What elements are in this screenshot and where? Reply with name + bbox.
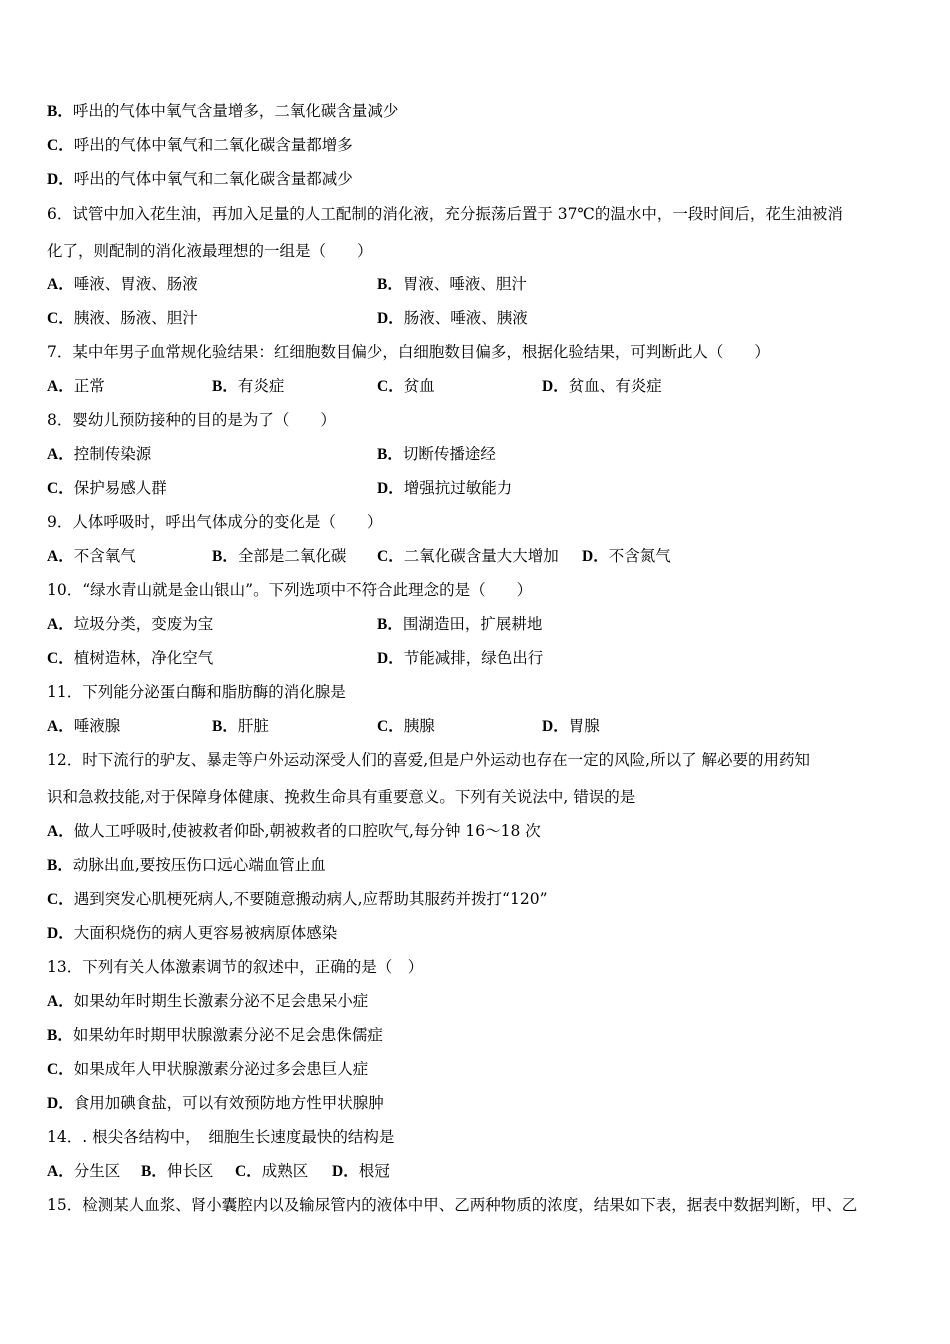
q6-stem-line2: 化了，则配制的消化液最理想的一组是（ ） bbox=[47, 242, 373, 260]
q9-option-d bbox=[582, 546, 671, 567]
option-text: 正常 bbox=[73, 377, 105, 395]
q8-option-a bbox=[47, 444, 151, 465]
q6-option-d bbox=[377, 308, 528, 329]
option-label: B． bbox=[141, 1163, 167, 1180]
option-label: B． bbox=[47, 1027, 73, 1044]
option-label: B． bbox=[47, 103, 73, 120]
option-label: C． bbox=[47, 137, 74, 154]
q12-stem-line1: 12．时下流行的驴友、暴走等户外运动深受人们的喜爱,但是户外运动也存在一定的风险,所以了 解必要的用药知 bbox=[47, 751, 811, 769]
option-label: A． bbox=[47, 1163, 74, 1180]
option-text: 胰腺 bbox=[403, 717, 435, 735]
q5-option-d bbox=[47, 169, 353, 190]
option-label: C． bbox=[377, 718, 404, 735]
option-text: 胰液、肠液、胆汁 bbox=[73, 309, 198, 327]
option-text: 围湖造田，扩展耕地 bbox=[402, 615, 543, 633]
option-text: 成熟区 bbox=[261, 1162, 309, 1180]
option-text: 胃液、唾液、胆汁 bbox=[402, 275, 527, 293]
option-text: 肠液、唾液、胰液 bbox=[403, 309, 528, 327]
option-text: 如果成年人甲状腺激素分泌过多会患巨人症 bbox=[73, 1060, 369, 1078]
option-text: 垃圾分类，变废为宝 bbox=[73, 615, 214, 633]
option-text: 切断传播途经 bbox=[402, 445, 496, 463]
option-label: C． bbox=[47, 891, 74, 908]
q5-option-c bbox=[47, 135, 353, 156]
q8-stem: 8．婴幼儿预防接种的目的是为了（ ） bbox=[47, 411, 336, 429]
q6-option-c bbox=[47, 308, 198, 329]
q10-stem: 10．“绿水青山就是金山银山”。下列选项中不符合此理念的是（ ） bbox=[47, 581, 533, 599]
option-label: B． bbox=[212, 378, 238, 395]
option-label: D． bbox=[542, 718, 569, 735]
option-text: 保护易感人群 bbox=[73, 479, 167, 497]
option-text: 食用加碘食盐，可以有效预防地方性甲状腺肿 bbox=[73, 1094, 384, 1112]
q15-stem: 15．检测某人血浆、肾小囊腔内以及输尿管内的液体中甲、乙两种物质的浓度，结果如下表，据表中数据判断，甲、乙 bbox=[47, 1196, 858, 1214]
option-label: B． bbox=[377, 616, 403, 633]
option-text: 如果幼年时期甲状腺激素分泌不足会患侏儒症 bbox=[72, 1026, 383, 1044]
q13-option-d bbox=[47, 1093, 384, 1114]
option-label: C． bbox=[47, 310, 74, 327]
option-label: B． bbox=[212, 548, 238, 565]
q9-stem: 9．人体呼吸时，呼出气体成分的变化是（ ） bbox=[47, 513, 383, 531]
q11-stem: 11．下列能分泌蛋白酶和脂肪酶的消化腺是 bbox=[47, 683, 346, 701]
option-text: 呼出的气体中氧气和二氧化碳含量都减少 bbox=[73, 170, 353, 188]
option-label: A． bbox=[47, 718, 74, 735]
option-label: B． bbox=[212, 718, 238, 735]
q12-option-a bbox=[47, 821, 541, 842]
q6-stem-line1: 6．试管中加入花生油，再加入足量的人工配制的消化液，充分振荡后置于 37℃的温水中，一段时间后，花生油被消 bbox=[47, 205, 843, 223]
option-text: 伸长区 bbox=[166, 1162, 214, 1180]
option-label: C． bbox=[47, 480, 74, 497]
q9-option-a bbox=[47, 546, 136, 567]
option-text: 根冠 bbox=[358, 1162, 390, 1180]
option-label: C． bbox=[235, 1163, 262, 1180]
q11-option-c bbox=[377, 716, 435, 737]
q12-option-c bbox=[47, 889, 548, 910]
q10-option-a bbox=[47, 614, 213, 635]
option-label: D． bbox=[47, 925, 74, 942]
option-text: 二氧化碳含量大大增加 bbox=[403, 547, 559, 565]
option-text: 动脉出血,要按压伤口远心端血管止血 bbox=[72, 856, 326, 874]
option-label: C． bbox=[377, 548, 404, 565]
option-label: A． bbox=[47, 616, 74, 633]
option-text: 贫血 bbox=[403, 377, 435, 395]
option-label: D． bbox=[377, 310, 404, 327]
q13-option-a bbox=[47, 991, 368, 1012]
q7-option-d bbox=[542, 376, 662, 397]
option-text: 如果幼年时期生长激素分泌不足会患呆小症 bbox=[73, 992, 369, 1010]
q7-option-c bbox=[377, 376, 435, 397]
option-text: 不含氮气 bbox=[608, 547, 671, 565]
option-label: A． bbox=[47, 993, 74, 1010]
option-text: 唾液、胃液、肠液 bbox=[73, 275, 198, 293]
q7-stem: 7．某中年男子血常规化验结果：红细胞数目偏少，白细胞数目偏多，根据化验结果，可判断此人（ ） bbox=[47, 343, 770, 361]
option-label: A． bbox=[47, 548, 74, 565]
option-text: 贫血、有炎症 bbox=[568, 377, 662, 395]
q8-option-d bbox=[377, 478, 512, 499]
option-text: 做人工呼吸时,使被救者仰卧,朝被救者的口腔吹气,每分钟 16～18 次 bbox=[73, 822, 541, 840]
option-text: 不含氧气 bbox=[73, 547, 136, 565]
option-text: 唾液腺 bbox=[73, 717, 121, 735]
option-text: 呼出的气体中氧气含量增多，二氧化碳含量减少 bbox=[72, 102, 399, 120]
q13-option-b bbox=[47, 1025, 383, 1046]
q8-option-b bbox=[377, 444, 496, 465]
q14-option-b bbox=[141, 1161, 213, 1182]
option-text: 大面积烧伤的病人更容易被病原体感染 bbox=[73, 924, 338, 942]
q13-stem: 13．下列有关人体激素调节的叙述中，正确的是（ ） bbox=[47, 958, 424, 976]
option-text: 植树造林，净化空气 bbox=[73, 649, 214, 667]
option-text: 胃腺 bbox=[568, 717, 600, 735]
option-label: B． bbox=[47, 857, 73, 874]
q14-option-a bbox=[47, 1161, 120, 1182]
q7-option-b bbox=[212, 376, 284, 397]
q12-option-d bbox=[47, 923, 337, 944]
option-text: 遇到突发心肌梗死病人,不要随意搬动病人,应帮助其服药并拨打“120” bbox=[73, 890, 548, 908]
q10-option-b bbox=[377, 614, 542, 635]
q14-option-d bbox=[332, 1161, 390, 1182]
q11-option-d bbox=[542, 716, 600, 737]
option-label: A． bbox=[47, 276, 74, 293]
q5-option-b bbox=[47, 101, 398, 122]
q10-option-c bbox=[47, 648, 213, 669]
q7-option-a bbox=[47, 376, 105, 397]
q12-option-b bbox=[47, 855, 326, 876]
option-label: C． bbox=[377, 378, 404, 395]
option-label: D． bbox=[377, 650, 404, 667]
option-label: C． bbox=[47, 650, 74, 667]
option-text: 控制传染源 bbox=[73, 445, 152, 463]
option-text: 分生区 bbox=[73, 1162, 121, 1180]
option-text: 节能减排，绿色出行 bbox=[403, 649, 544, 667]
q10-option-d bbox=[377, 648, 543, 669]
option-label: D． bbox=[542, 378, 569, 395]
q11-option-a bbox=[47, 716, 120, 737]
option-text: 呼出的气体中氧气和二氧化碳含量都增多 bbox=[73, 136, 353, 154]
option-label: D． bbox=[47, 1095, 74, 1112]
q9-option-c bbox=[377, 546, 559, 567]
q14-option-c bbox=[235, 1161, 308, 1182]
option-label: B． bbox=[377, 446, 403, 463]
q14-stem: 14．. 根尖各结构中， 细胞生长速度最快的结构是 bbox=[47, 1128, 395, 1146]
q6-option-a bbox=[47, 274, 198, 295]
option-text: 全部是二氧化碳 bbox=[237, 547, 347, 565]
option-label: D． bbox=[582, 548, 609, 565]
option-text: 肝脏 bbox=[237, 717, 269, 735]
option-label: A． bbox=[47, 823, 74, 840]
q6-option-b bbox=[377, 274, 527, 295]
option-text: 增强抗过敏能力 bbox=[403, 479, 513, 497]
option-label: D． bbox=[332, 1163, 359, 1180]
option-label: B． bbox=[377, 276, 403, 293]
q13-option-c bbox=[47, 1059, 368, 1080]
option-label: C． bbox=[47, 1061, 74, 1078]
q8-option-c bbox=[47, 478, 167, 499]
option-label: D． bbox=[377, 480, 404, 497]
option-label: A． bbox=[47, 378, 74, 395]
q9-option-b bbox=[212, 546, 346, 567]
q11-option-b bbox=[212, 716, 269, 737]
option-label: A． bbox=[47, 446, 74, 463]
option-text: 有炎症 bbox=[237, 377, 285, 395]
q12-stem-line2: 识和急救技能,对于保障身体健康、挽救生命具有重要意义。下列有关说法中, 错误的是 bbox=[47, 788, 636, 806]
option-label: D． bbox=[47, 171, 74, 188]
